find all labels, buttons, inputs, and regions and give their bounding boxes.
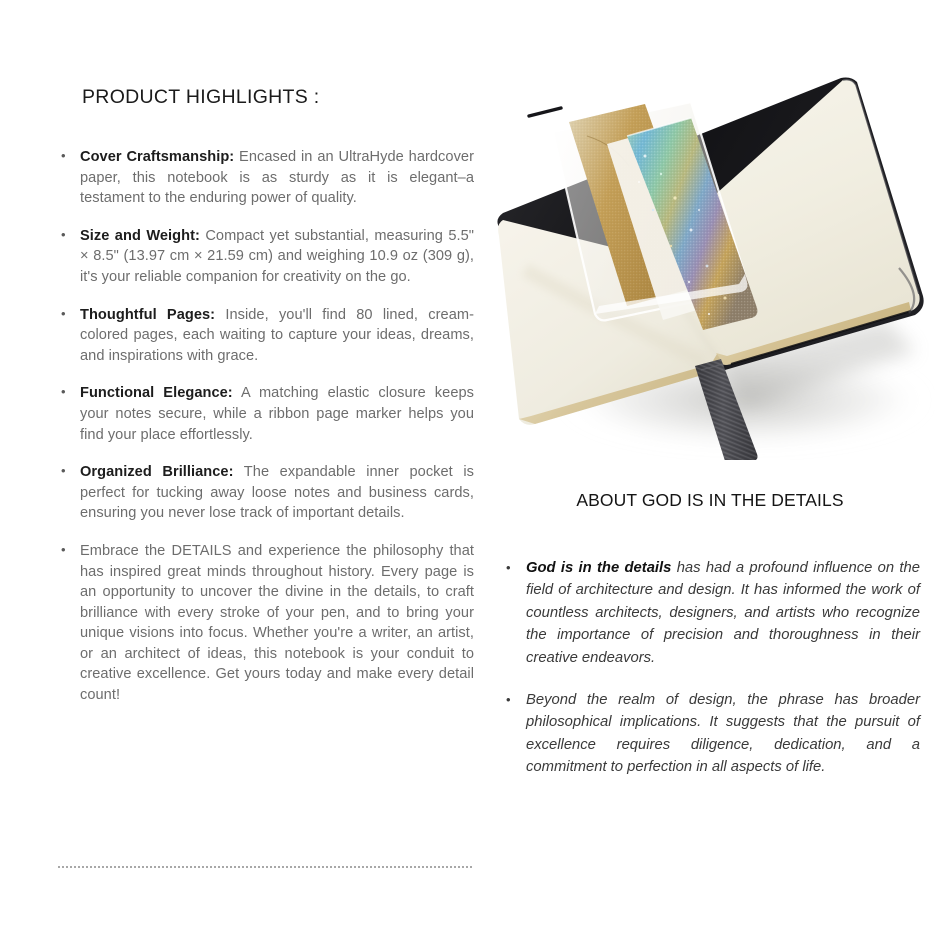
list-item-lead: Size and Weight:	[80, 227, 200, 244]
list-item	[56, 305, 474, 367]
list-item-lead: Cover Craftsmanship:	[80, 149, 235, 165]
page-title: PRODUCT HIGHLIGHTS :	[82, 86, 320, 108]
list-item	[56, 541, 474, 706]
list-item-text: Encased in an UltraHyde hardcover paper, this notebook is as sturdy as it is elegant–a testament to the enduring power of quality.	[80, 149, 474, 207]
product-highlights-list	[56, 147, 474, 706]
list-item-lead: Thoughtful Pages:	[80, 306, 216, 323]
list-item	[500, 689, 920, 779]
dotted-divider	[58, 866, 472, 870]
list-item-text: Embrace the DETAILS and experience the philosophy that has inspired great minds throughout history. Every page is an opportunity to uncover the divine in the details, to craft brilliance with every stroke of your pen, and to bring your unique visions into focus. Whether you're a writer, an artist, or an architect of ideas, this notebook is your conduit to creative excellence. Get yours today and make every detail count!	[80, 542, 474, 704]
list-item-lead: God is in the details	[526, 560, 672, 576]
list-item	[56, 383, 474, 445]
list-item-text: Beyond the realm of design, the phrase has broader philosophical implications. It suggests that the pursuit of excellence requires diligence, dedication, and a commitment to perfection in all aspects of life.	[526, 692, 920, 776]
list-item-lead: Functional Elegance:	[80, 385, 233, 402]
list-item-text: Compact yet substantial, measuring 5.5" × 8.5" (13.97 cm × 21.59 cm) and weighing 10.9 oz (309 g), it's your reliable companion for creativity on the go.	[80, 227, 474, 285]
about-list	[500, 557, 920, 779]
about-section	[500, 490, 920, 779]
product-highlights-section	[56, 86, 474, 706]
list-item	[56, 147, 474, 209]
open-notebook-photo	[495, 70, 935, 460]
list-item-text: Inside, you'll find 80 lined, cream-colored pages, each waiting to capture your ideas, dreams, and inspirations with grace.	[80, 306, 474, 364]
list-item-lead: Organized Brilliance:	[80, 464, 234, 481]
list-item	[56, 462, 474, 524]
list-item-text: has had a profound influence on the field of architecture and design. It has informed the work of countless architects, designers, and artists who recognize the importance of precision and thoroughness in their creative endeavors.	[526, 560, 920, 666]
about-title: ABOUT GOD IS IN THE DETAILS	[576, 490, 844, 510]
list-item-text: The expandable inner pocket is perfect for tucking away loose notes and business cards, ensuring you never lose track of important details.	[80, 464, 474, 522]
list-item-text: A matching elastic closure keeps your notes secure, while a ribbon page marker helps you find your place effortlessly.	[80, 385, 474, 443]
list-item	[56, 226, 474, 288]
list-item	[500, 557, 920, 669]
